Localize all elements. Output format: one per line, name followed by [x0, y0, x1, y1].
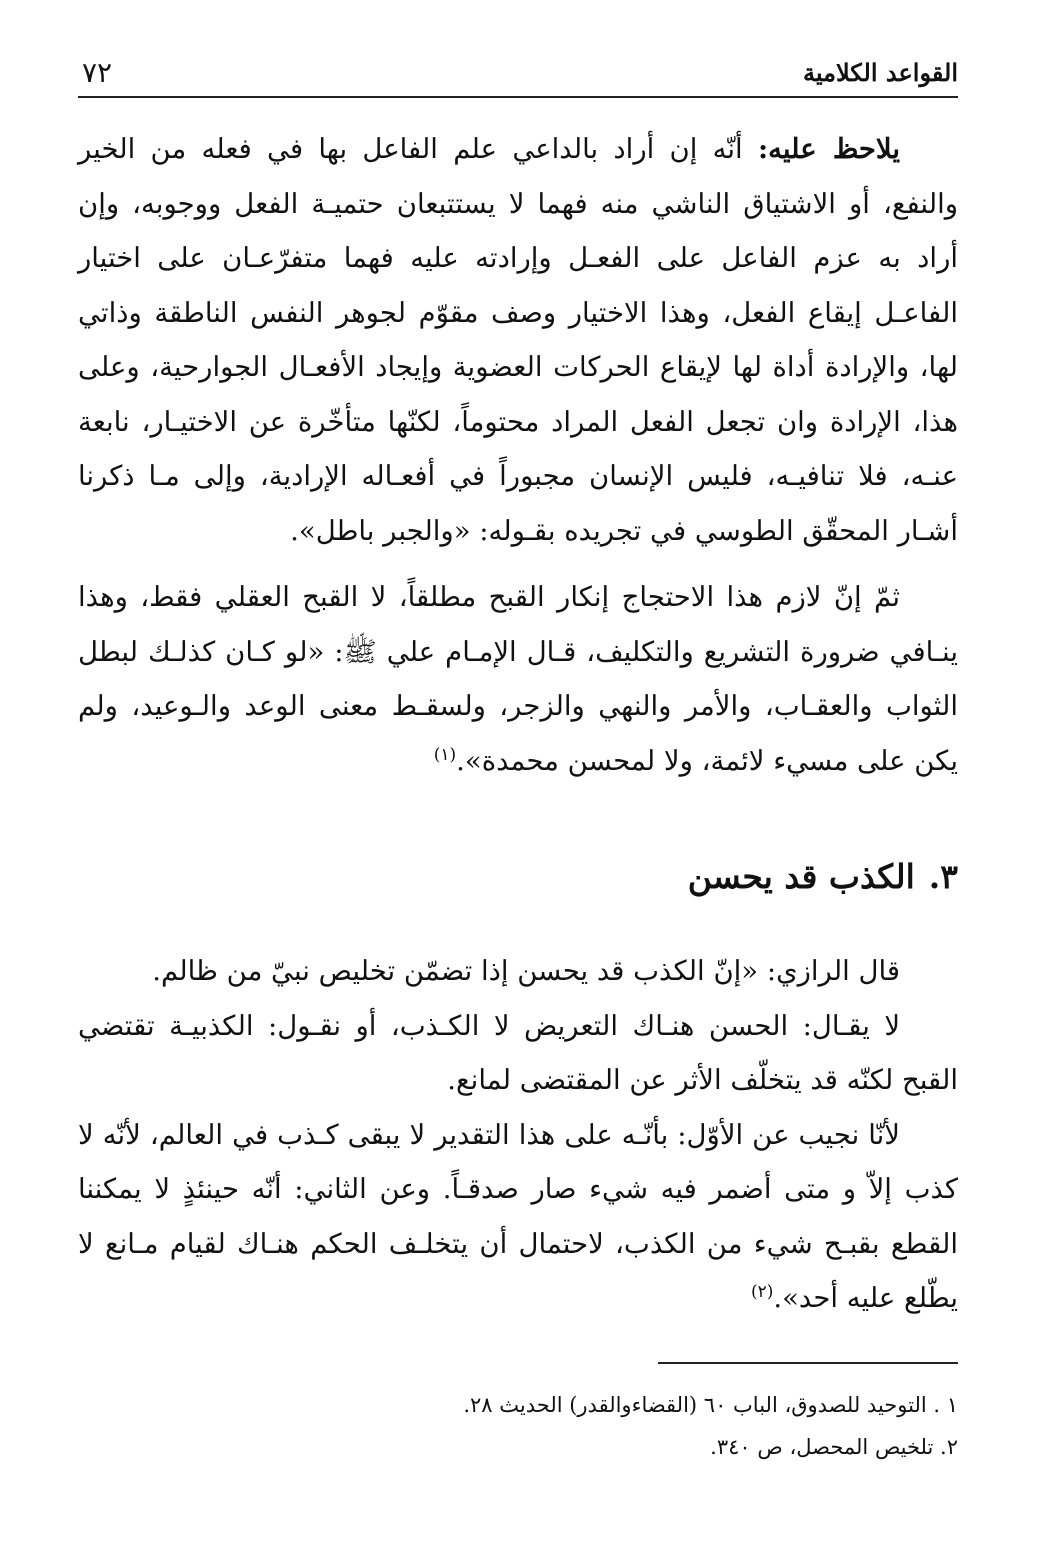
section-paragraph-3	[78, 1108, 958, 1326]
book-page	[78, 0, 958, 1545]
section-paragraph-1	[78, 944, 958, 999]
paragraph-text: قال الرازي: «إنّ الكذب قد يحسن إذا تضمّن تخليص نبيّ من ظالم.	[152, 955, 900, 987]
paragraph-text: لا يقـال: الحسن هنـاك التعريض لا الكـذب، أو نقـول: الكذبيـة تقتضي القبح لكنّه قد يتخلّف الأثر عن المقتضى لمانع.	[78, 1009, 958, 1096]
running-header	[78, 52, 958, 98]
body-text	[78, 122, 958, 788]
section-number: ٣.	[928, 857, 958, 896]
footnote-separator	[658, 1362, 958, 1364]
paragraph-text: أنّه إن أراد بالداعي علم الفاعل بها في فعله من الخير والنفع، أو الاشتياق الناشي منه فهما لا يستتبعان حتميـة الفعل ووجوبه، وإن أراد به عزم الفاعل على الفعـل وإرادته عليه فهما متفرّعـان على اختيار الفاعـل إيقاع الفعل، وهذا الاختيار وصف مقوّم لجوهر النفس الناطقة وذاتي لها، والإرادة أداة لها لإيقاع الحركات العضوية وإيجاد الأفعـال الجوارحية، وعلى هذا، الإرادة وان تجعل الفعل المراد محتوماً، لكنّها متأخّرة عن الاختيـار، نابعة عنـه، فلا تنافيـه، فليس الإنسان مجبوراً في أفعـاله الإرادية، وإلى مـا ذكرنا أشـار المحقّق الطوسي في تجريده بقـوله: «والجبر باطل».	[78, 133, 958, 547]
footnote-1: ١ . التوحيد للصدوق، الباب ٦٠ (القضاءوالقدر) الحديث ٢٨.	[463, 1393, 958, 1417]
paragraph-2	[78, 570, 958, 788]
footnotes	[78, 1384, 958, 1468]
page-number: ٧٢	[82, 56, 113, 89]
header-title: القواعد الكلامية	[803, 58, 958, 87]
paragraph-lead: يلاحظ عليه:	[757, 133, 900, 165]
footnote-2: ٢. تلخيص المحصل، ص ٣٤٠.	[710, 1435, 958, 1459]
paragraph-text: لأنّا نجيب عن الأوّل: بأنّـه على هذا التقدير لا يبقى كـذب في العالم، لأنّه لا كذب إلاّ و متى أضمر فيه شيء صار صدقـاً. وعن الثاني: أنّه حينئذٍ لا يمكننا القطع بقبـح شيء من الكذب، لاحتمال أن يتخلـف الحكم هنـاك لقيام مـانع لا يطّلع عليه أحد».	[78, 1118, 958, 1314]
paragraph-1	[78, 122, 958, 558]
section-body-text	[78, 944, 958, 1326]
footnote-ref-1[interactable]: (١)	[433, 744, 457, 765]
section-title: الكذب قد يحسن	[687, 857, 915, 896]
section-heading	[688, 857, 958, 896]
section-paragraph-2	[78, 999, 958, 1108]
paragraph-text: ثمّ إنّ لازم هذا الاحتجاج إنكار القبح مطلقاً، لا القبح العقلي فقط، وهذا ينـافي ضرورة التشريع والتكليف، قـال الإمـام علي ﷺ: «لو كـان كذلـك لبطل الثواب والعقـاب، والأمر والنهي والزجر، ولسقـط معنى الوعد والـوعيد، ولم يكن على مسيء لائمة، ولا لمحسن محمدة».	[78, 581, 958, 777]
footnote-ref-2[interactable]: (٢)	[750, 1281, 774, 1302]
